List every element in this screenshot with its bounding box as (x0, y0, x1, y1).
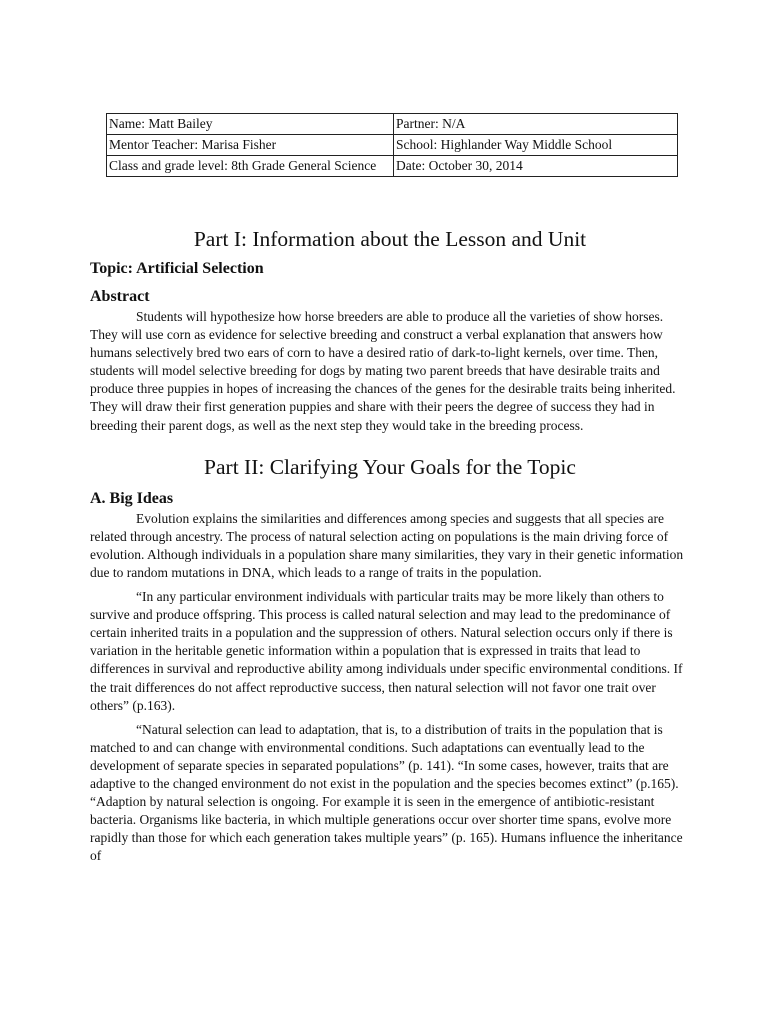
name-cell: Name: Matt Bailey (107, 114, 394, 135)
partner-cell: Partner: N/A (394, 114, 678, 135)
abstract-heading: Abstract (90, 288, 150, 305)
big-ideas-heading: A. Big Ideas (90, 489, 174, 507)
natural-selection-quote: “In any particular environment individuals with particular traits may be more likely than others to survive and produce offspring. This process is called natural selection and may lead to the predominance of certain inherited traits in a population and the suppression of others. Natural selection occurs only if there is variation in the heritable genetic information within a population that is expressed in traits that lead to differences in survival and reproductive ability among individuals under specific environmental conditions. If the trait differences do not affect reproductive success, then natural selection will not favor one trait over others” (p.163). (90, 589, 683, 713)
abstract-paragraph: Students will hypothesize how horse breeders are able to produce all the varieties of show horses. They will use corn as evidence for selective breeding and construct a verbal explanation that answers how humans selectively bred two ears of corn to have a desired ratio of dark-to-light kernels, over time. Then, students will model selective breeding for dogs by mating two parent breeds that have desirable traits and produce three puppies in hopes of increasing the chances of the genes for the desirable traits being inherited. They will draw their first generation puppies and share with their peers the degree of success they had in breeding their parent dogs, as well as the next step they would take in the breeding process. (90, 309, 676, 433)
school-cell: School: Highlander Way Middle School (394, 135, 678, 156)
document-body (90, 224, 690, 865)
table-row (107, 135, 678, 156)
topic-heading: Topic: Artificial Selection (90, 260, 264, 277)
lesson-info-table (106, 113, 678, 177)
big-ideas-paragraph: Evolution explains the similarities and differences among species and suggests that all species are related through ancestry. The process of natural selection acting on populations is the main driving force of evolution. Although individuals in a population share many similarities, they vary in their genetic information due to random mutations in DNA, which leads to a range of traits in the population. (90, 510, 684, 580)
table-row (107, 156, 678, 177)
date-cell: Date: October 30, 2014 (394, 156, 678, 177)
class-level-cell: Class and grade level: 8th Grade General Science (107, 156, 394, 177)
part2-heading: Part II: Clarifying Your Goals for the Topic (204, 454, 576, 479)
part1-heading: Part I: Information about the Lesson and Unit (193, 227, 587, 251)
adaptation-paragraph: “Natural selection can lead to adaptation, that is, to a distribution of traits in the population that is matched to and can change with environmental conditions. Such adaptations can eventually lead to the development of separate species in separated populations” (p. 141). “In some cases, however, traits that are adaptive to the changed environment do not exist in the population and the species becomes extinct” (p.165). “Adaption by natural selection is ongoing. For example it is seen in the emergence of antibiotic-resistant bacteria. Organisms like bacteria, in which multiple generations occur over shorter time spans, evolve more rapidly than those for which each generation takes multiple years” (p. 165). Humans influence the inheritance of (90, 721, 683, 864)
mentor-cell: Mentor Teacher: Marisa Fisher (107, 135, 394, 156)
table-row (107, 114, 678, 135)
